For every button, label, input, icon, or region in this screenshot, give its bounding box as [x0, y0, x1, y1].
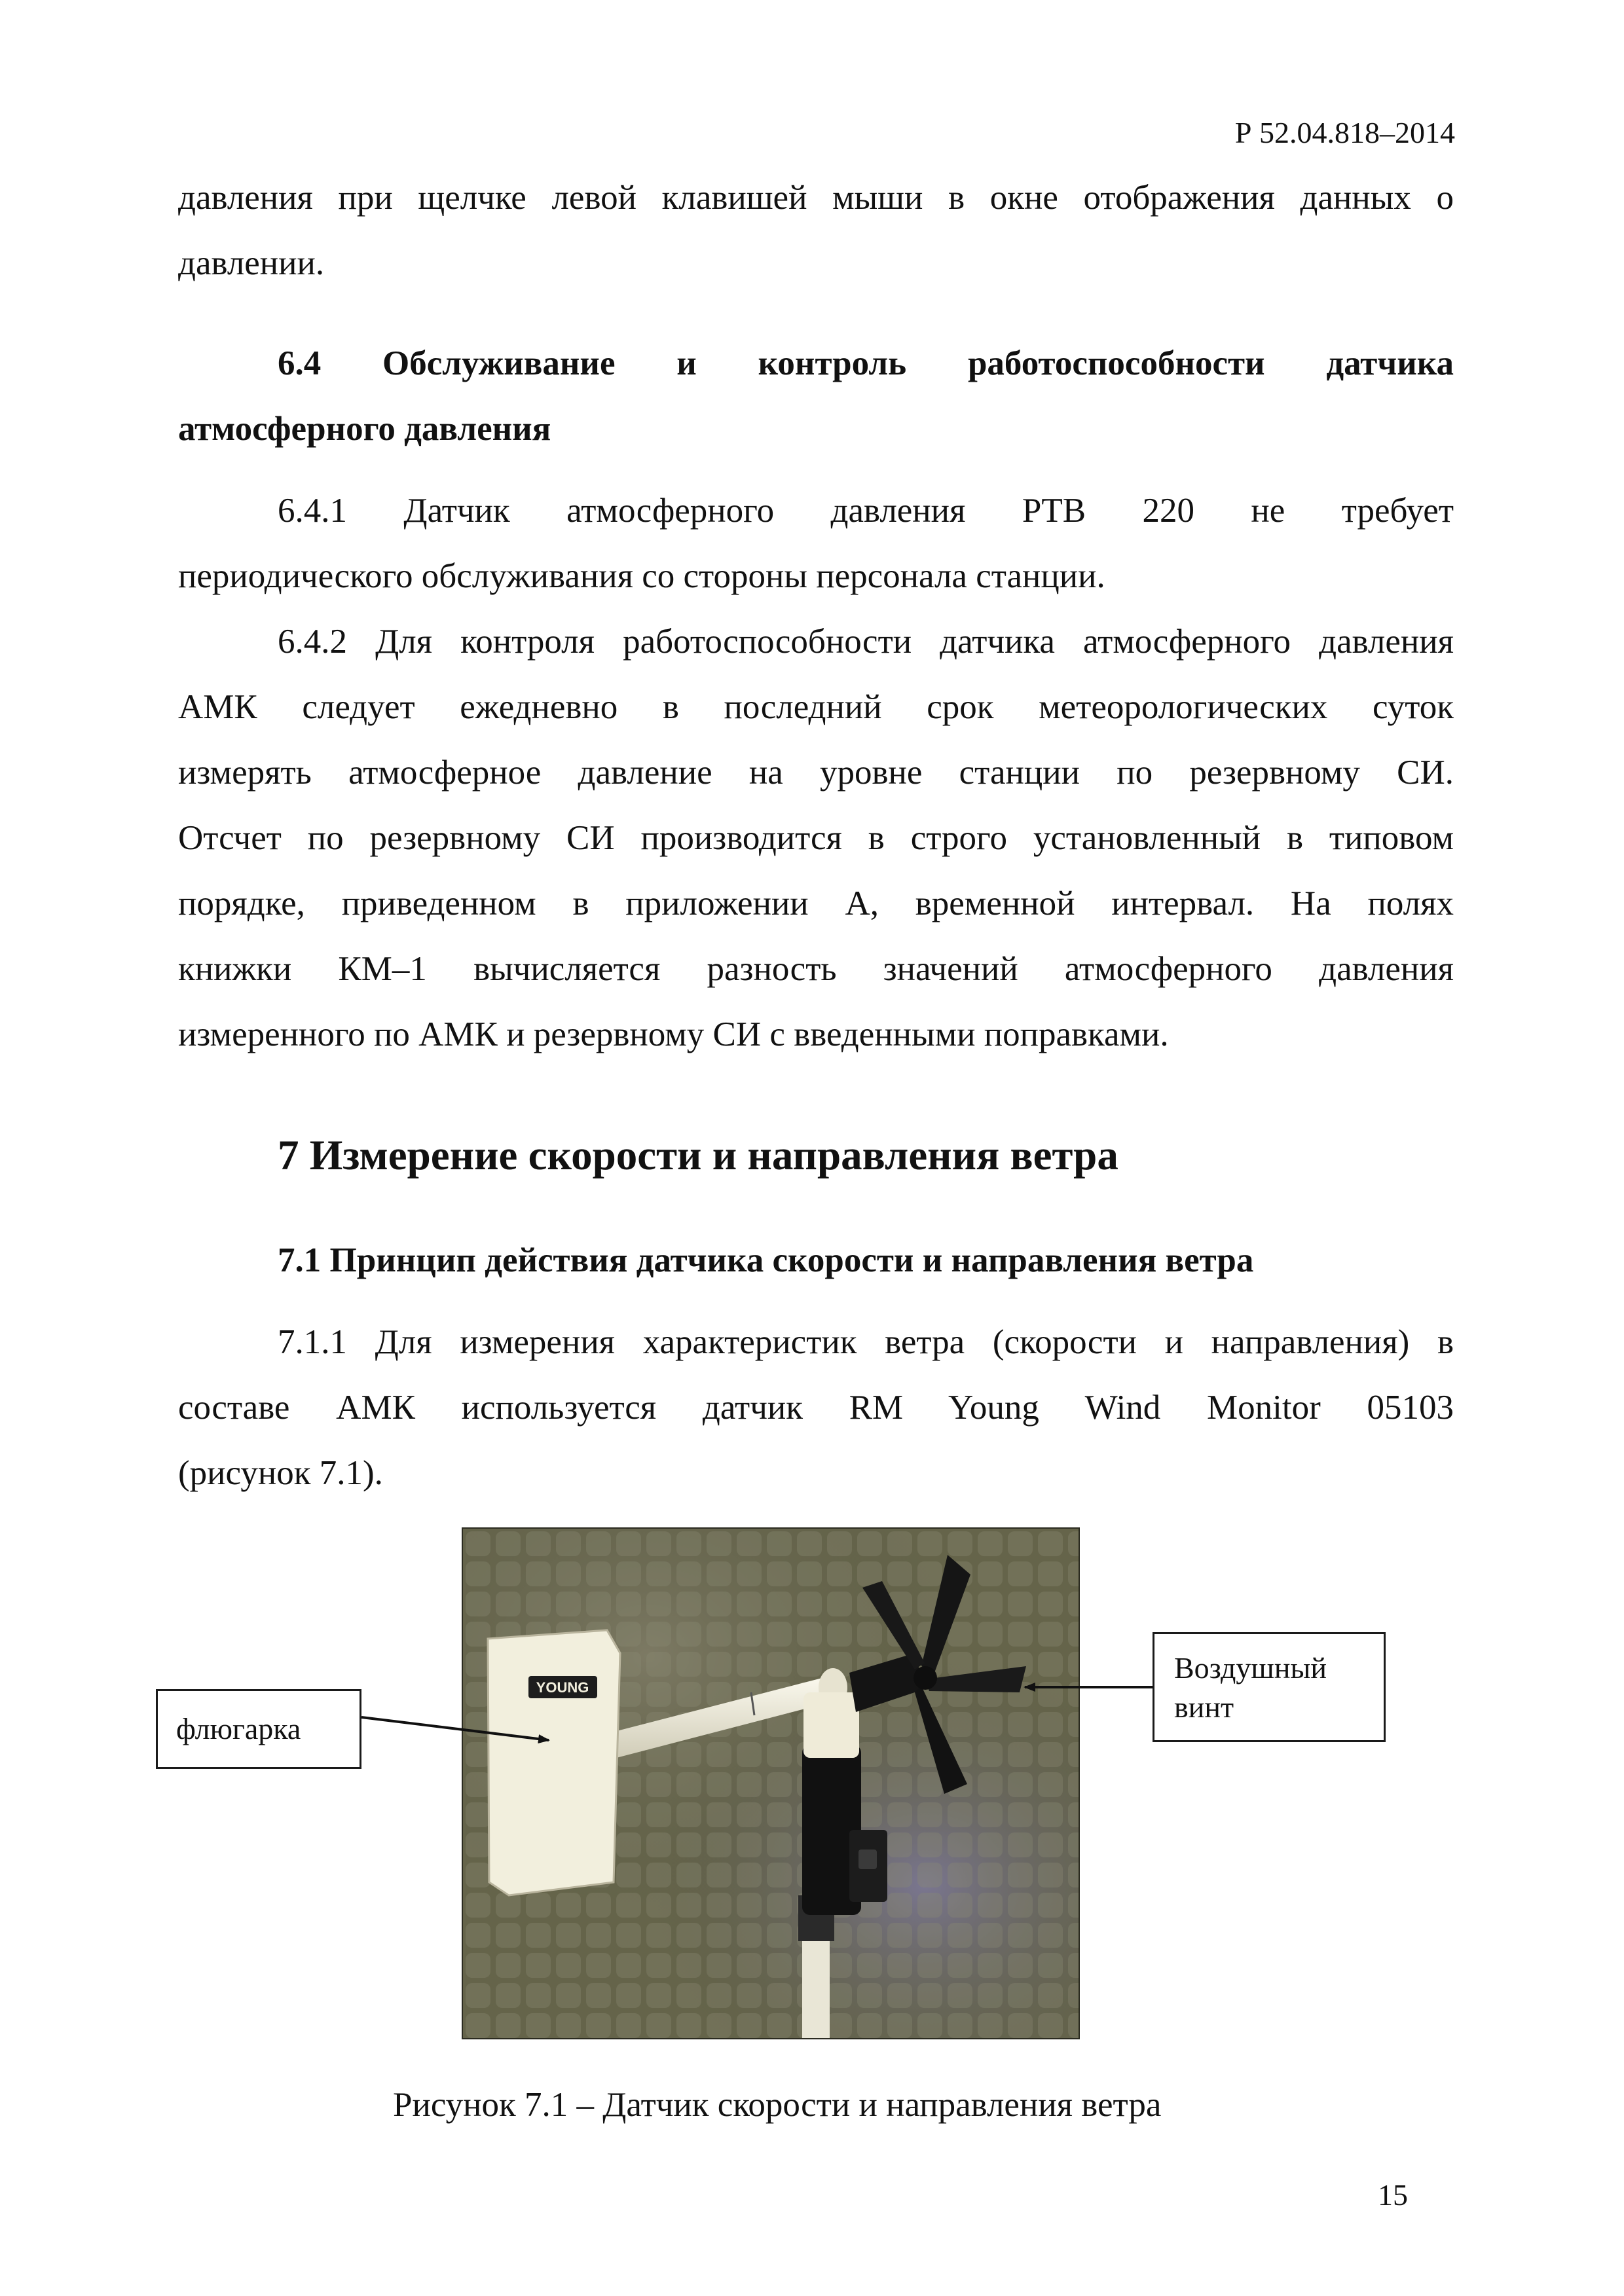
document-code: Р 52.04.818–2014 [1234, 116, 1455, 149]
paragraph-line: книжки КМ–1 вычисляется разность значений атмосферного давления [178, 950, 1454, 988]
paragraph-line: (рисунок 7.1). [178, 1454, 383, 1492]
paragraph-line: периодического обслуживания со стороны персонала станции. [178, 557, 1105, 595]
paragraph-line: измерять атмосферное давление на уровне станции по резервному СИ. [178, 754, 1454, 792]
page-number: 15 [1378, 2178, 1408, 2212]
young-logo-text: YOUNG [536, 1679, 589, 1696]
paragraph-line: 7.1.1 Для измерения характеристик ветра (скорости и направления) в [278, 1323, 1454, 1361]
callout-vane-label: флюгарка [156, 1689, 361, 1769]
paragraph-line: 6.4.1 Датчик атмосферного давления PTB 220 не требует [278, 492, 1454, 530]
paragraph-line: Отсчет по резервному СИ производится в строго установленный в типовом [178, 819, 1454, 857]
paragraph-line: порядке, приведенном в приложении А, временной интервал. На полях [178, 884, 1454, 922]
paragraph-line: давлении. [178, 244, 325, 282]
paragraph-line: АМК следует ежедневно в последний срок метеорологических суток [178, 688, 1454, 726]
section-heading-cont: атмосферного давления [178, 410, 551, 448]
arrow-to-vane [361, 1717, 549, 1740]
chapter-title: 7 Измерение скорости и направления ветра [278, 1132, 1118, 1179]
paragraph-line: составе АМК используется датчик RM Young Wind Monitor 05103 [178, 1389, 1454, 1427]
callout-propeller-line1: Воздушный [1174, 1651, 1327, 1685]
paragraph-line: 6.4.2 Для контроля работоспособности датчика атмосферного давления [278, 623, 1454, 661]
callout-propeller-line2: винт [1174, 1690, 1234, 1724]
figure-caption: Рисунок 7.1 – Датчик скорости и направления ветра [393, 2086, 1162, 2124]
paragraph-line: измеренного по АМК и резервному СИ с введенными поправками. [178, 1015, 1169, 1053]
paragraph-line: давления при щелчке левой клавишей мыши в окне отображения данных о [178, 179, 1454, 217]
section-heading: 6.4 Обслуживание и контроль работоспособности датчика [278, 344, 1454, 382]
section-title: 7.1 Принцип действия датчика скорости и направления ветра [278, 1241, 1254, 1279]
